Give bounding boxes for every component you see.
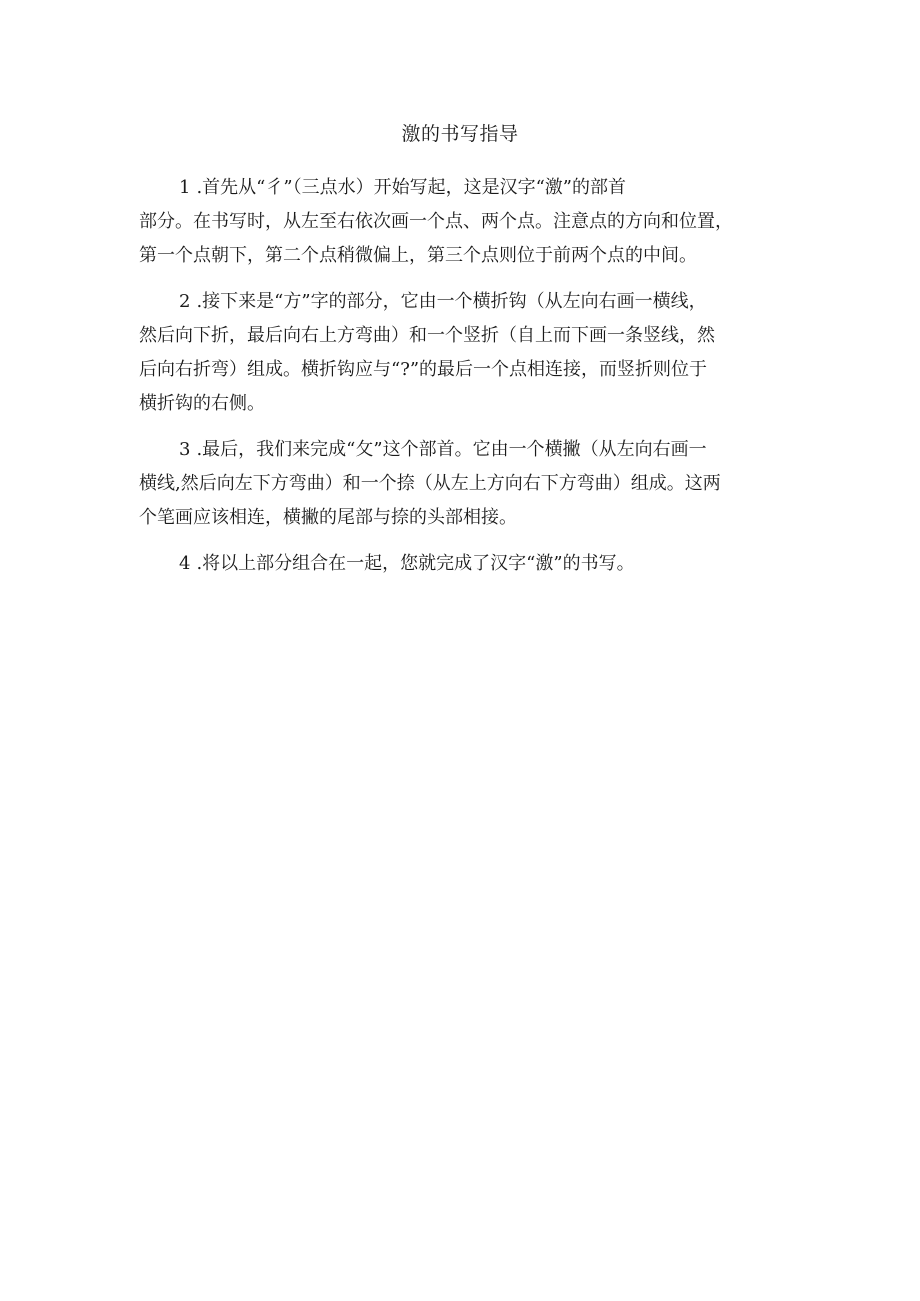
paragraph-2-line-3: 后向右折弯）组成。横折钩应与“?”的最后一个点相连接，而竖折则位于 xyxy=(139,359,708,380)
paragraph-1-line-2: 部分。在书写时，从左至右依次画一个点、两个点。注意点的方向和位置， xyxy=(139,211,733,232)
paragraph-2-line-4: 横折钩的右侧。 xyxy=(139,393,265,414)
paragraph-3 xyxy=(139,433,789,535)
paragraph-3-line-3: 个笔画应该相连，横撇的尾部与捺的头部相接。 xyxy=(139,507,517,528)
paragraph-2-line-1: 2 .接下来是“方”字的部分，它由一个横折钩（从左向右画一横线， xyxy=(179,291,707,312)
paragraph-4 xyxy=(139,547,789,581)
document-body xyxy=(139,171,789,593)
paragraph-1-number: 1 xyxy=(179,177,191,198)
paragraph-1-line-3: 第一个点朝下，第二个点稍微偏上，第三个点则位于前两个点的中间。 xyxy=(139,245,697,266)
paragraph-4-line-1: 4 .将以上部分组合在一起，您就完成了汉字“激”的书写。 xyxy=(179,553,635,574)
paragraph-2-number: 2 xyxy=(179,291,191,312)
paragraph-1 xyxy=(139,171,789,273)
document-title: 激的书写指导 xyxy=(401,123,519,145)
paragraph-4-number: 4 xyxy=(179,553,191,574)
paragraph-2-line-2: 然后向下折，最后向右上方弯曲）和一个竖折（自上而下画一条竖线，然 xyxy=(139,325,715,346)
paragraph-2 xyxy=(139,285,789,421)
paragraph-1-line-1: 1 .首先从“彳”（三点水）开始写起，这是汉字“激”的部首 xyxy=(179,177,626,198)
paragraph-3-line-2: 横线,然后向左下方弯曲）和一个捺（从左上方向右下方弯曲）组成。这两 xyxy=(139,473,721,494)
paragraph-3-number: 3 xyxy=(179,439,191,460)
paragraph-3-line-1: 3 .最后，我们来完成“攵”这个部首。它由一个横撇（从左向右画一 xyxy=(179,439,707,460)
